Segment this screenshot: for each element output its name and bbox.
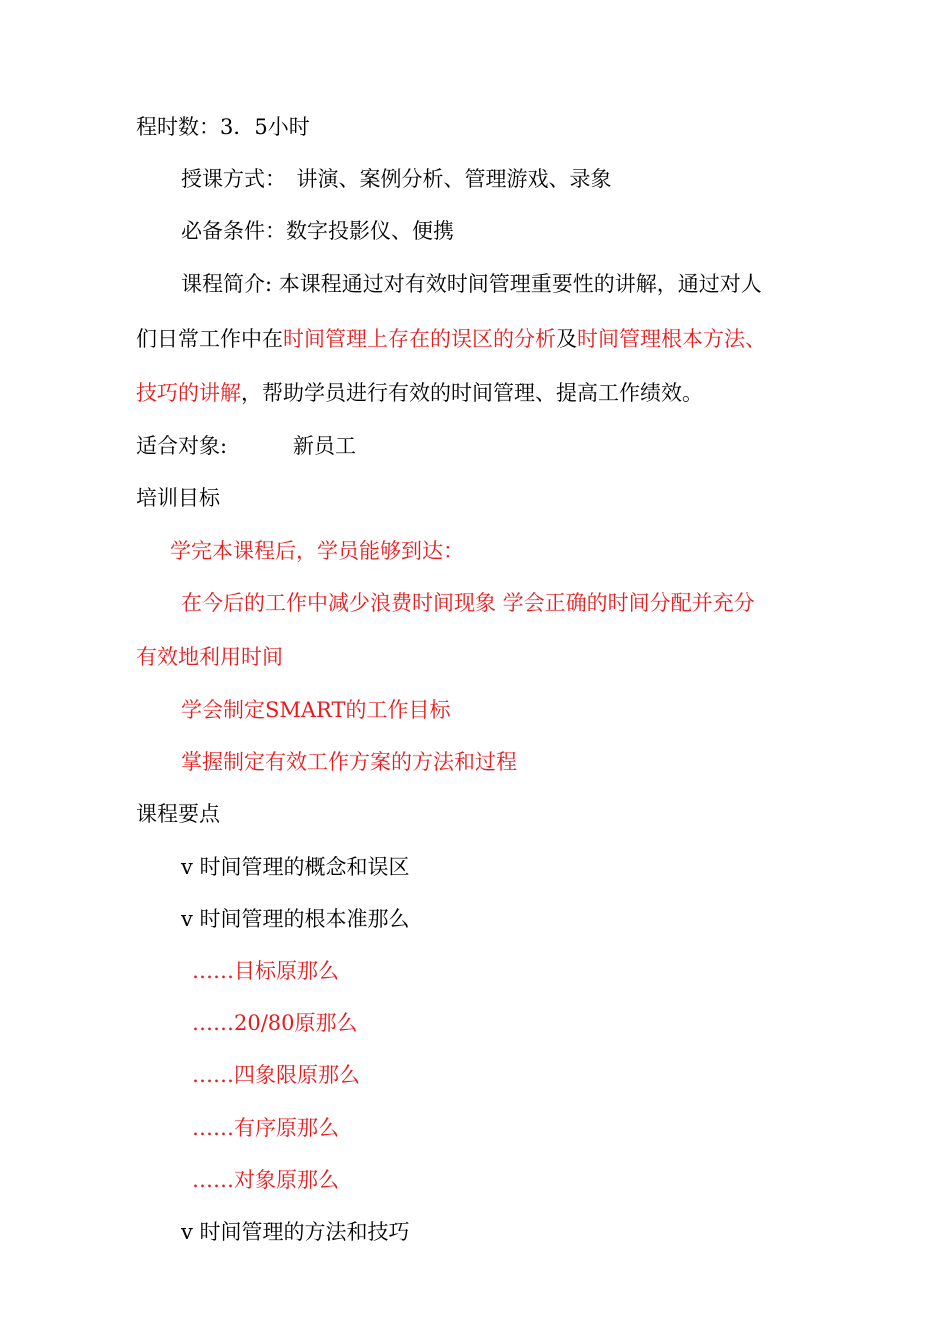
course-hours: 程时数：3．5小时 [136, 115, 310, 139]
point-1: v 时间管理的概念和误区 [181, 855, 410, 879]
course-intro-line-2 [136, 326, 766, 352]
intro-text: 及 [556, 327, 577, 351]
sub-point-3: ……四象限原那么 [192, 1063, 360, 1087]
target-audience-value: 新员工 [293, 434, 356, 458]
training-goals-heading: 培训目标 [136, 486, 220, 510]
target-audience-label: 适合对象: [136, 434, 228, 458]
goal-3: 掌握制定有效工作方案的方法和过程 [181, 750, 517, 774]
point-3: v 时间管理的方法和技巧 [181, 1220, 410, 1244]
intro-highlight: 技巧的讲解 [136, 381, 241, 405]
sub-point-5: ……对象原那么 [192, 1168, 339, 1192]
training-goals-lead: 学完本课程后，学员能够到达： [170, 539, 464, 563]
sub-point-4: ……有序原那么 [192, 1116, 339, 1140]
course-intro-line-1: 课程简介: 本课程通过对有效时间管理重要性的讲解，通过对人 [181, 272, 762, 296]
intro-highlight: 时间管理上存在的误区的分析 [283, 327, 556, 351]
goal-1-line-2: 有效地利用时间 [136, 645, 283, 669]
course-intro-line-3 [136, 380, 703, 406]
intro-text: 们日常工作中在 [136, 327, 283, 351]
point-2: v 时间管理的根本准那么 [181, 907, 410, 931]
sub-point-2: ……20/80原那么 [192, 1011, 358, 1035]
sub-point-1: ……目标原那么 [192, 959, 339, 983]
teaching-method: 授课方式： 讲演、案例分析、管理游戏、录象 [181, 167, 612, 191]
course-points-heading: 课程要点 [136, 802, 220, 826]
goal-2: 学会制定SMART的工作目标 [181, 698, 451, 722]
goal-1-line-1: 在今后的工作中减少浪费时间现象 学会正确的时间分配并充分 [181, 591, 755, 615]
intro-text: ，帮助学员进行有效的时间管理、提高工作绩效。 [241, 381, 703, 405]
intro-highlight: 时间管理根本方法、 [577, 327, 766, 351]
required-equipment: 必备条件：数字投影仪、便携 [181, 219, 454, 243]
